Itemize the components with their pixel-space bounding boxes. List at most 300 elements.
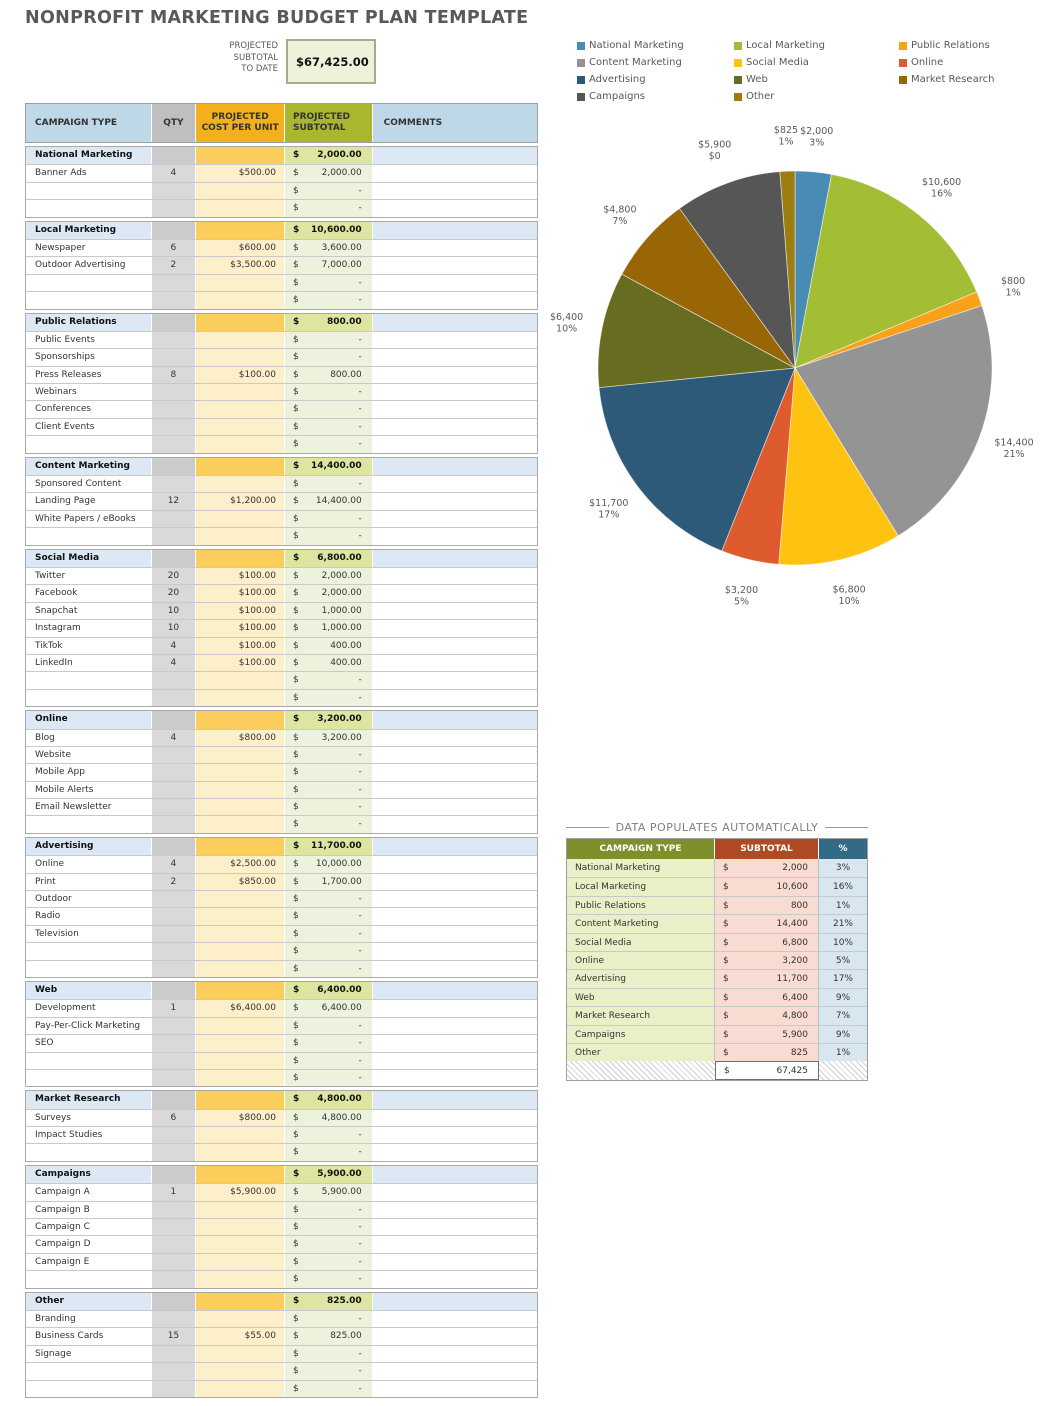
qty-cell[interactable]	[152, 1144, 197, 1160]
item-name-cell[interactable]	[26, 816, 152, 832]
cost-cell[interactable]	[196, 384, 285, 400]
qty-cell[interactable]	[152, 1053, 197, 1069]
qty-cell[interactable]	[152, 1035, 197, 1051]
item-name-cell[interactable]: Banner Ads	[26, 165, 152, 181]
subtotal-cell	[285, 476, 373, 492]
comments-cell[interactable]	[373, 314, 537, 331]
cost-cell[interactable]: $5,900.00	[196, 1184, 285, 1200]
cost-cell[interactable]	[196, 782, 285, 798]
qty-cell[interactable]	[152, 275, 197, 291]
cost-cell[interactable]	[196, 222, 285, 239]
section-name-cell[interactable]: Public Relations	[26, 314, 152, 331]
qty-cell[interactable]	[152, 782, 197, 798]
qty-cell[interactable]	[152, 292, 197, 308]
cost-cell[interactable]: $800.00	[196, 1110, 285, 1126]
comments-cell[interactable]	[373, 165, 537, 181]
table-row	[26, 763, 537, 780]
qty-cell[interactable]	[152, 550, 197, 567]
comments-cell[interactable]	[373, 292, 537, 308]
item-name-cell[interactable]	[26, 1363, 152, 1379]
item-name-cell[interactable]: Radio	[26, 908, 152, 924]
section-name-cell[interactable]: Online	[26, 711, 152, 728]
qty-cell[interactable]: 4	[152, 730, 197, 746]
qty-cell[interactable]: 10	[152, 603, 197, 619]
item-name-cell[interactable]: Campaign B	[26, 1202, 152, 1218]
cost-cell[interactable]: $6,400.00	[196, 1000, 285, 1016]
qty-cell[interactable]: 10	[152, 620, 197, 636]
cost-cell[interactable]: $100.00	[196, 603, 285, 619]
qty-cell[interactable]	[152, 982, 197, 999]
qty-cell[interactable]	[152, 511, 197, 527]
section-name-cell[interactable]: Advertising	[26, 838, 152, 855]
section-name-cell[interactable]: Social Media	[26, 550, 152, 567]
comments-cell[interactable]	[373, 603, 537, 619]
qty-cell[interactable]	[152, 1091, 197, 1108]
legend-item	[734, 88, 899, 105]
item-name-cell[interactable]: SEO	[26, 1035, 152, 1051]
item-name-cell[interactable]: LinkedIn	[26, 655, 152, 671]
item-name-cell[interactable]	[26, 292, 152, 308]
cost-cell[interactable]	[196, 1293, 285, 1310]
cost-cell[interactable]	[196, 436, 285, 452]
qty-cell[interactable]: 1	[152, 1184, 197, 1200]
item-name-cell[interactable]: Sponsorships	[26, 349, 152, 365]
comments-cell[interactable]	[373, 1091, 537, 1108]
cost-cell[interactable]	[196, 476, 285, 492]
comments-cell[interactable]	[373, 638, 537, 654]
cost-cell[interactable]: $1,200.00	[196, 493, 285, 509]
qty-cell[interactable]	[152, 384, 197, 400]
comments-cell[interactable]	[373, 1166, 537, 1183]
item-name-cell[interactable]	[26, 1070, 152, 1086]
cost-cell[interactable]	[196, 401, 285, 417]
item-name-cell[interactable]: Facebook	[26, 585, 152, 601]
section-name-cell[interactable]: Content Marketing	[26, 458, 152, 475]
item-name-cell[interactable]: Development	[26, 1000, 152, 1016]
section-name-cell[interactable]: Market Research	[26, 1091, 152, 1108]
item-name-cell[interactable]: Business Cards	[26, 1328, 152, 1344]
currency-symbol: $	[292, 1204, 299, 1215]
comments-cell[interactable]	[373, 568, 537, 584]
cost-cell[interactable]: $600.00	[196, 240, 285, 256]
item-name-cell[interactable]: Newspaper	[26, 240, 152, 256]
comments-cell[interactable]	[373, 419, 537, 435]
item-name-cell[interactable]: Mobile App	[26, 764, 152, 780]
comments-cell[interactable]	[373, 493, 537, 509]
comments-cell[interactable]	[373, 1293, 537, 1310]
comments-cell[interactable]	[373, 147, 537, 164]
cost-cell[interactable]	[196, 711, 285, 728]
item-name-cell[interactable]: Blog	[26, 730, 152, 746]
comments-cell[interactable]	[373, 926, 537, 942]
cost-cell[interactable]	[196, 1035, 285, 1051]
qty-cell[interactable]	[152, 528, 197, 544]
cost-cell[interactable]	[196, 1144, 285, 1160]
cost-cell[interactable]: $55.00	[196, 1328, 285, 1344]
comments-cell[interactable]	[373, 1018, 537, 1034]
qty-cell[interactable]	[152, 436, 197, 452]
comments-cell[interactable]	[373, 838, 537, 855]
item-name-cell[interactable]	[26, 200, 152, 216]
cost-cell[interactable]	[196, 1346, 285, 1362]
item-name-cell[interactable]	[26, 183, 152, 199]
item-name-cell[interactable]: Instagram	[26, 620, 152, 636]
qty-cell[interactable]	[152, 816, 197, 832]
comments-cell[interactable]	[373, 874, 537, 890]
comments-cell[interactable]	[373, 1363, 537, 1379]
item-name-cell[interactable]: Campaign C	[26, 1219, 152, 1235]
comments-cell[interactable]	[373, 275, 537, 291]
cost-cell[interactable]	[196, 982, 285, 999]
item-name-cell[interactable]: Snapchat	[26, 603, 152, 619]
item-name-cell[interactable]: Surveys	[26, 1110, 152, 1126]
qty-cell[interactable]	[152, 799, 197, 815]
cost-cell[interactable]	[196, 764, 285, 780]
item-name-cell[interactable]: Conferences	[26, 401, 152, 417]
qty-cell[interactable]	[152, 690, 197, 706]
section-name-cell[interactable]: Campaigns	[26, 1166, 152, 1183]
item-name-cell[interactable]	[26, 690, 152, 706]
cost-cell[interactable]	[196, 349, 285, 365]
cost-cell[interactable]	[196, 908, 285, 924]
comments-cell[interactable]	[373, 401, 537, 417]
cost-cell[interactable]: $100.00	[196, 638, 285, 654]
item-name-cell[interactable]: Outdoor Advertising	[26, 257, 152, 273]
qty-cell[interactable]	[152, 419, 197, 435]
cost-cell[interactable]	[196, 147, 285, 164]
qty-cell[interactable]: 4	[152, 856, 197, 872]
qty-cell[interactable]: 4	[152, 165, 197, 181]
comments-cell[interactable]	[373, 332, 537, 348]
cost-cell[interactable]: $100.00	[196, 367, 285, 383]
qty-cell[interactable]	[152, 1363, 197, 1379]
qty-cell[interactable]: 12	[152, 493, 197, 509]
qty-cell[interactable]: 2	[152, 257, 197, 273]
item-name-cell[interactable]	[26, 1144, 152, 1160]
cost-cell[interactable]: $100.00	[196, 655, 285, 671]
qty-cell[interactable]: 6	[152, 240, 197, 256]
qty-cell[interactable]: 20	[152, 568, 197, 584]
item-name-cell[interactable]: Impact Studies	[26, 1127, 152, 1143]
subtotal-cell	[285, 874, 373, 890]
legend-label: Public Relations	[911, 40, 990, 51]
qty-cell[interactable]	[152, 1271, 197, 1287]
cost-cell[interactable]: $100.00	[196, 585, 285, 601]
cost-cell[interactable]: $100.00	[196, 568, 285, 584]
qty-cell[interactable]	[152, 926, 197, 942]
currency-symbol: $	[292, 1274, 299, 1285]
qty-cell[interactable]	[152, 183, 197, 199]
section-name-cell[interactable]: Other	[26, 1293, 152, 1310]
cost-cell[interactable]	[196, 1219, 285, 1235]
cost-cell[interactable]	[196, 314, 285, 331]
comments-cell[interactable]	[373, 458, 537, 475]
item-name-cell[interactable]	[26, 672, 152, 688]
cost-cell[interactable]	[196, 528, 285, 544]
item-name-cell[interactable]: Landing Page	[26, 493, 152, 509]
comments-cell[interactable]	[373, 183, 537, 199]
comments-cell[interactable]	[373, 730, 537, 746]
qty-cell[interactable]	[152, 908, 197, 924]
budget-section	[25, 837, 538, 978]
comments-cell[interactable]	[373, 943, 537, 959]
comments-cell[interactable]	[373, 1311, 537, 1327]
qty-cell[interactable]	[152, 764, 197, 780]
cost-cell[interactable]	[196, 1381, 285, 1397]
cost-cell[interactable]: $800.00	[196, 730, 285, 746]
cost-cell[interactable]	[196, 1236, 285, 1252]
item-name-cell[interactable]: Branding	[26, 1311, 152, 1327]
qty-cell[interactable]	[152, 222, 197, 239]
item-name-cell[interactable]	[26, 961, 152, 977]
comments-cell[interactable]	[373, 1236, 537, 1252]
item-name-cell[interactable]: Client Events	[26, 419, 152, 435]
qty-cell[interactable]	[152, 332, 197, 348]
qty-cell[interactable]	[152, 1070, 197, 1086]
cost-cell[interactable]	[196, 672, 285, 688]
comments-cell[interactable]	[373, 1070, 537, 1086]
cost-cell[interactable]	[196, 961, 285, 977]
subtotal-cell	[285, 1035, 373, 1051]
cost-cell[interactable]	[196, 1053, 285, 1069]
comments-cell[interactable]	[373, 1219, 537, 1235]
item-name-cell[interactable]	[26, 1381, 152, 1397]
comments-cell[interactable]	[373, 764, 537, 780]
item-name-cell[interactable]: Sponsored Content	[26, 476, 152, 492]
item-name-cell[interactable]: Webinars	[26, 384, 152, 400]
comments-cell[interactable]	[373, 1184, 537, 1200]
item-name-cell[interactable]: TikTok	[26, 638, 152, 654]
amount-value: -	[358, 1204, 362, 1215]
comments-cell[interactable]	[373, 1053, 537, 1069]
item-name-cell[interactable]: Mobile Alerts	[26, 782, 152, 798]
comments-cell[interactable]	[373, 384, 537, 400]
cost-cell[interactable]	[196, 1311, 285, 1327]
comments-cell[interactable]	[373, 585, 537, 601]
item-name-cell[interactable]: Twitter	[26, 568, 152, 584]
qty-cell[interactable]: 15	[152, 1328, 197, 1344]
cost-cell[interactable]	[196, 419, 285, 435]
cost-cell[interactable]	[196, 1271, 285, 1287]
cost-cell[interactable]: $500.00	[196, 165, 285, 181]
comments-cell[interactable]	[373, 1000, 537, 1016]
comments-cell[interactable]	[373, 690, 537, 706]
comments-cell[interactable]	[373, 1271, 537, 1287]
item-name-cell[interactable]: White Papers / eBooks	[26, 511, 152, 527]
comments-cell[interactable]	[373, 1127, 537, 1143]
comments-cell[interactable]	[373, 436, 537, 452]
comments-cell[interactable]	[373, 550, 537, 567]
item-name-cell[interactable]: Press Releases	[26, 367, 152, 383]
qty-cell[interactable]	[152, 672, 197, 688]
comments-cell[interactable]	[373, 856, 537, 872]
cost-cell[interactable]	[196, 275, 285, 291]
comments-cell[interactable]	[373, 908, 537, 924]
qty-cell[interactable]: 8	[152, 367, 197, 383]
comments-cell[interactable]	[373, 1202, 537, 1218]
qty-cell[interactable]	[152, 200, 197, 216]
cost-cell[interactable]	[196, 1070, 285, 1086]
comments-cell[interactable]	[373, 222, 537, 239]
qty-cell[interactable]: 4	[152, 655, 197, 671]
cost-cell[interactable]	[196, 511, 285, 527]
comments-cell[interactable]	[373, 747, 537, 763]
qty-cell[interactable]	[152, 314, 197, 331]
summary-row	[567, 933, 867, 951]
cost-cell[interactable]	[196, 1127, 285, 1143]
qty-cell[interactable]: 1	[152, 1000, 197, 1016]
cost-cell[interactable]	[196, 292, 285, 308]
qty-cell[interactable]	[152, 891, 197, 907]
cost-cell[interactable]: $100.00	[196, 620, 285, 636]
section-name-cell[interactable]: Local Marketing	[26, 222, 152, 239]
cost-cell[interactable]	[196, 1254, 285, 1270]
legend-item	[899, 54, 1041, 71]
qty-cell[interactable]	[152, 401, 197, 417]
comments-cell[interactable]	[373, 961, 537, 977]
item-name-cell[interactable]	[26, 1271, 152, 1287]
projected-subtotal-label-line: TO DATE	[241, 64, 278, 74]
comments-cell[interactable]	[373, 655, 537, 671]
comments-cell[interactable]	[373, 1254, 537, 1270]
qty-cell[interactable]	[152, 943, 197, 959]
qty-cell[interactable]	[152, 1127, 197, 1143]
cost-cell[interactable]	[196, 550, 285, 567]
item-name-cell[interactable]	[26, 528, 152, 544]
item-name-cell[interactable]: Website	[26, 747, 152, 763]
cost-cell[interactable]: $3,500.00	[196, 257, 285, 273]
comments-cell[interactable]	[373, 1381, 537, 1397]
qty-cell[interactable]	[152, 1254, 197, 1270]
cost-cell[interactable]	[196, 1202, 285, 1218]
item-name-cell[interactable]: Campaign A	[26, 1184, 152, 1200]
qty-cell[interactable]: 20	[152, 585, 197, 601]
section-subtotal-cell	[285, 550, 373, 567]
item-name-cell[interactable]	[26, 436, 152, 452]
qty-cell[interactable]	[152, 1202, 197, 1218]
qty-cell[interactable]: 6	[152, 1110, 197, 1126]
cost-cell[interactable]	[196, 1018, 285, 1034]
amount-value: 3,200.00	[317, 714, 362, 725]
qty-cell[interactable]	[152, 961, 197, 977]
qty-cell[interactable]	[152, 1018, 197, 1034]
comments-cell[interactable]	[373, 711, 537, 728]
cost-cell[interactable]	[196, 838, 285, 855]
item-name-cell[interactable]: Public Events	[26, 332, 152, 348]
cost-cell[interactable]	[196, 926, 285, 942]
comments-cell[interactable]	[373, 891, 537, 907]
comments-cell[interactable]	[373, 257, 537, 273]
currency-symbol: $	[292, 1020, 299, 1031]
item-name-cell[interactable]: Campaign D	[26, 1236, 152, 1252]
qty-cell[interactable]	[152, 1311, 197, 1327]
qty-cell[interactable]	[152, 1293, 197, 1310]
qty-cell[interactable]: 4	[152, 638, 197, 654]
cost-cell[interactable]	[196, 816, 285, 832]
cost-cell[interactable]	[196, 200, 285, 216]
item-name-cell[interactable]: Outdoor	[26, 891, 152, 907]
cost-cell[interactable]	[196, 891, 285, 907]
subtotal-cell	[285, 528, 373, 544]
qty-cell[interactable]	[152, 1166, 197, 1183]
comments-cell[interactable]	[373, 476, 537, 492]
item-name-cell[interactable]: Campaign E	[26, 1254, 152, 1270]
comments-cell[interactable]	[373, 620, 537, 636]
qty-cell[interactable]	[152, 1236, 197, 1252]
comments-cell[interactable]	[373, 528, 537, 544]
item-name-cell[interactable]: Online	[26, 856, 152, 872]
cost-cell[interactable]	[196, 1363, 285, 1379]
currency-symbol: $	[292, 623, 299, 634]
comments-cell[interactable]	[373, 782, 537, 798]
comments-cell[interactable]	[373, 349, 537, 365]
comments-cell[interactable]	[373, 816, 537, 832]
comments-cell[interactable]	[373, 200, 537, 216]
item-name-cell[interactable]	[26, 1053, 152, 1069]
qty-cell[interactable]	[152, 476, 197, 492]
qty-cell[interactable]	[152, 711, 197, 728]
summary-campaign-cell: Social Media	[567, 934, 715, 951]
section-header-row	[26, 314, 537, 331]
item-name-cell[interactable]	[26, 943, 152, 959]
qty-cell[interactable]	[152, 747, 197, 763]
comments-cell[interactable]	[373, 1110, 537, 1126]
amount-value: -	[358, 911, 362, 922]
subtotal-cell	[285, 620, 373, 636]
item-name-cell[interactable]	[26, 275, 152, 291]
comments-cell[interactable]	[373, 672, 537, 688]
cost-cell[interactable]	[196, 690, 285, 706]
section-name-cell[interactable]: National Marketing	[26, 147, 152, 164]
qty-cell[interactable]: 2	[152, 874, 197, 890]
comments-cell[interactable]	[373, 1328, 537, 1344]
item-name-cell[interactable]: Email Newsletter	[26, 799, 152, 815]
qty-cell[interactable]	[152, 1381, 197, 1397]
comments-cell[interactable]	[373, 1346, 537, 1362]
comments-cell[interactable]	[373, 367, 537, 383]
qty-cell[interactable]	[152, 349, 197, 365]
item-name-cell[interactable]: Print	[26, 874, 152, 890]
comments-cell[interactable]	[373, 511, 537, 527]
cost-cell[interactable]	[196, 458, 285, 475]
qty-cell[interactable]	[152, 147, 197, 164]
qty-cell[interactable]	[152, 1219, 197, 1235]
cost-cell[interactable]	[196, 332, 285, 348]
cost-cell[interactable]	[196, 183, 285, 199]
comments-cell[interactable]	[373, 799, 537, 815]
comments-cell[interactable]	[373, 1035, 537, 1051]
section-header-row	[26, 550, 537, 567]
comments-cell[interactable]	[373, 1144, 537, 1160]
cost-cell[interactable]	[196, 799, 285, 815]
comments-cell[interactable]	[373, 982, 537, 999]
item-name-cell[interactable]: Pay-Per-Click Marketing	[26, 1018, 152, 1034]
cost-cell[interactable]	[196, 943, 285, 959]
qty-cell[interactable]	[152, 458, 197, 475]
cost-cell[interactable]	[196, 1166, 285, 1183]
summary-row	[567, 1043, 867, 1061]
qty-cell[interactable]	[152, 1346, 197, 1362]
cost-cell[interactable]: $850.00	[196, 874, 285, 890]
cost-cell[interactable]	[196, 747, 285, 763]
comments-cell[interactable]	[373, 240, 537, 256]
item-name-cell[interactable]: Signage	[26, 1346, 152, 1362]
cost-cell[interactable]	[196, 1091, 285, 1108]
item-name-cell[interactable]: Television	[26, 926, 152, 942]
section-name-cell[interactable]: Web	[26, 982, 152, 999]
cost-cell[interactable]: $2,500.00	[196, 856, 285, 872]
qty-cell[interactable]	[152, 838, 197, 855]
